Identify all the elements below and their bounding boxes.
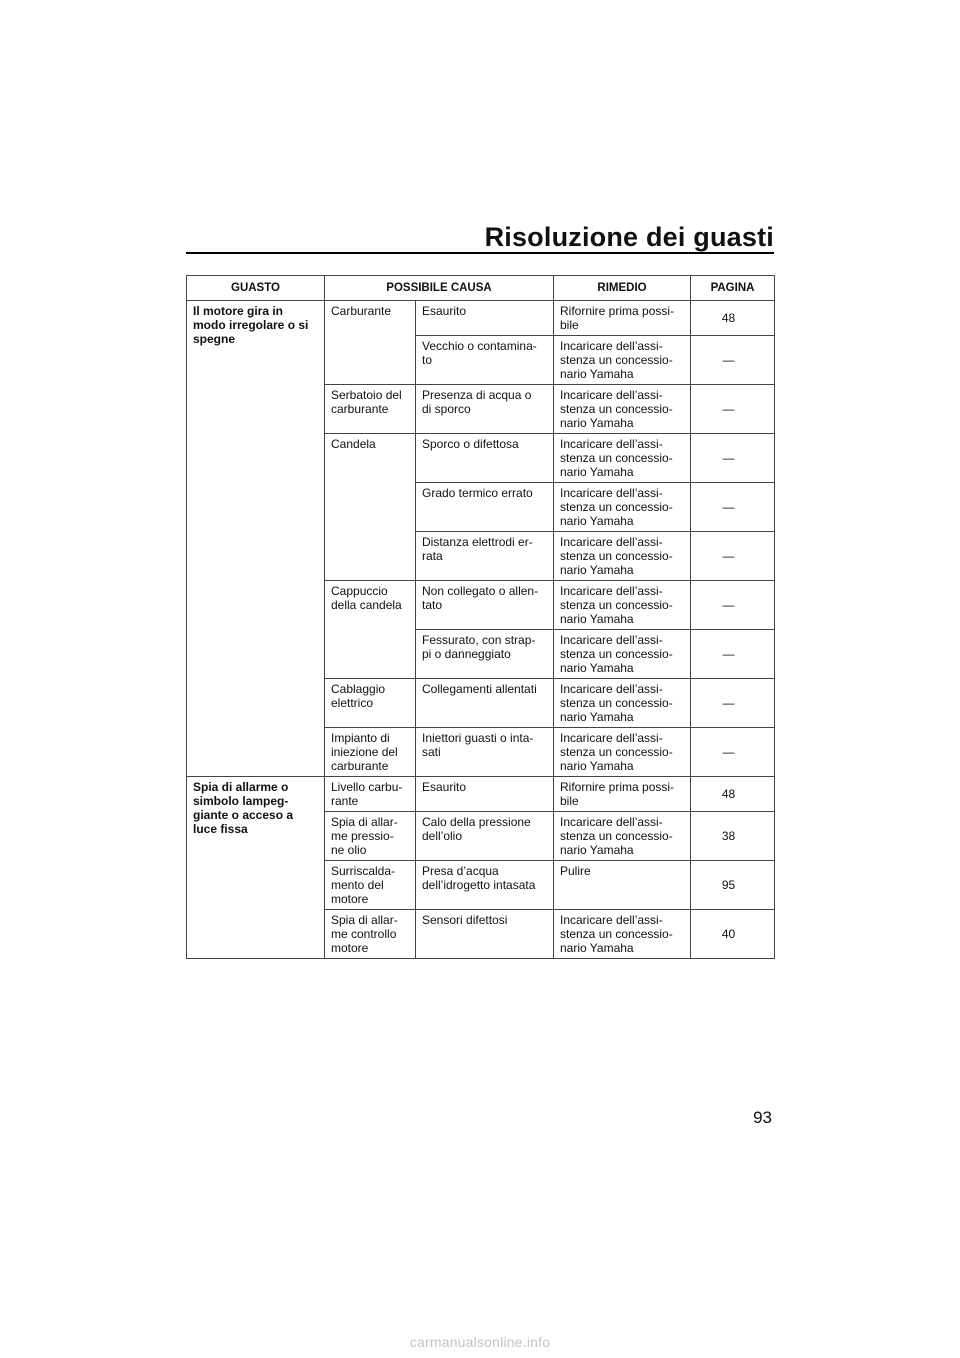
header-pagina: PAGINA xyxy=(691,276,775,301)
page-number: 93 xyxy=(753,1108,772,1127)
remedy-cell: Incaricare dell’assi- stenza un concessio- nario Yamaha xyxy=(554,434,691,483)
header-possibile-causa: POSSIBILE CAUSA xyxy=(325,276,554,301)
title-rule xyxy=(186,252,774,254)
cause-cell: Collegamenti allentati xyxy=(416,679,554,728)
component-cell: Spia di allar- me controllo motore xyxy=(325,910,416,959)
cause-cell: Grado termico errato xyxy=(416,483,554,532)
cause-cell: Iniettori guasti o inta- sati xyxy=(416,728,554,777)
remedy-cell: Incaricare dell’assi- stenza un concessio- nario Yamaha xyxy=(554,336,691,385)
page-cell: 95 xyxy=(691,861,775,910)
component-cell: Cappuccio della candela xyxy=(325,581,416,679)
component-cell: Serbatoio del carburante xyxy=(325,385,416,434)
table-body xyxy=(187,301,775,959)
page-cell: 48 xyxy=(691,777,775,812)
remedy-cell: Incaricare dell’assi- stenza un concessio- nario Yamaha xyxy=(554,581,691,630)
cause-cell: Vecchio o contamina- to xyxy=(416,336,554,385)
remedy-cell: Incaricare dell’assi- stenza un concessio- nario Yamaha xyxy=(554,679,691,728)
remedy-cell: Rifornire prima possi- bile xyxy=(554,301,691,336)
remedy-cell: Rifornire prima possi- bile xyxy=(554,777,691,812)
table-row xyxy=(187,777,775,812)
component-cell: Spia di allar- me pressio- ne olio xyxy=(325,812,416,861)
page-cell: — xyxy=(691,581,775,630)
cause-cell: Calo della pressione dell’olio xyxy=(416,812,554,861)
cause-cell: Esaurito xyxy=(416,777,554,812)
remedy-cell: Incaricare dell’assi- stenza un concessio- nario Yamaha xyxy=(554,728,691,777)
header-rimedio: RIMEDIO xyxy=(554,276,691,301)
page-cell: — xyxy=(691,728,775,777)
page-cell: — xyxy=(691,679,775,728)
page-cell: 40 xyxy=(691,910,775,959)
remedy-cell: Incaricare dell’assi- stenza un concessio- nario Yamaha xyxy=(554,483,691,532)
component-cell: Surriscalda- mento del motore xyxy=(325,861,416,910)
cause-cell: Presa d’acqua dell’idrogetto intasata xyxy=(416,861,554,910)
page-cell: 38 xyxy=(691,812,775,861)
page-title: Risoluzione dei guasti xyxy=(484,222,774,252)
page-cell: — xyxy=(691,336,775,385)
cause-cell: Fessurato, con strap- pi o danneggiato xyxy=(416,630,554,679)
cause-cell: Sporco o difettosa xyxy=(416,434,554,483)
cause-cell: Sensori difettosi xyxy=(416,910,554,959)
component-cell: Impianto di iniezione del carburante xyxy=(325,728,416,777)
watermark: carmanualsonline.info xyxy=(409,1334,551,1350)
page-cell: 48 xyxy=(691,301,775,336)
component-cell: Candela xyxy=(325,434,416,581)
header-guasto: GUASTO xyxy=(187,276,325,301)
guasto-cell: Il motore gira in modo irregolare o si spegne xyxy=(187,301,325,777)
page-cell: — xyxy=(691,434,775,483)
remedy-cell: Incaricare dell’assi- stenza un concessio- nario Yamaha xyxy=(554,910,691,959)
cause-cell: Presenza di acqua o di sporco xyxy=(416,385,554,434)
component-cell: Carburante xyxy=(325,301,416,385)
component-cell: Livello carbu- rante xyxy=(325,777,416,812)
remedy-cell: Pulire xyxy=(554,861,691,910)
remedy-cell: Incaricare dell’assi- stenza un concessio- nario Yamaha xyxy=(554,532,691,581)
page-cell: — xyxy=(691,483,775,532)
remedy-cell: Incaricare dell’assi- stenza un concessio- nario Yamaha xyxy=(554,385,691,434)
remedy-cell: Incaricare dell’assi- stenza un concessio- nario Yamaha xyxy=(554,812,691,861)
page-cell: — xyxy=(691,532,775,581)
page-cell: — xyxy=(691,630,775,679)
component-cell: Cablaggio elettrico xyxy=(325,679,416,728)
table-header-row xyxy=(187,276,775,301)
cause-cell: Esaurito xyxy=(416,301,554,336)
troubleshooting-table xyxy=(186,275,775,959)
cause-cell: Distanza elettrodi er- rata xyxy=(416,532,554,581)
remedy-cell: Incaricare dell’assi- stenza un concessio- nario Yamaha xyxy=(554,630,691,679)
guasto-cell: Spia di allarme o simbolo lampeg-giante o acceso a luce fissa xyxy=(187,777,325,959)
page-cell: — xyxy=(691,385,775,434)
cause-cell: Non collegato o allen- tato xyxy=(416,581,554,630)
table-row xyxy=(187,301,775,336)
